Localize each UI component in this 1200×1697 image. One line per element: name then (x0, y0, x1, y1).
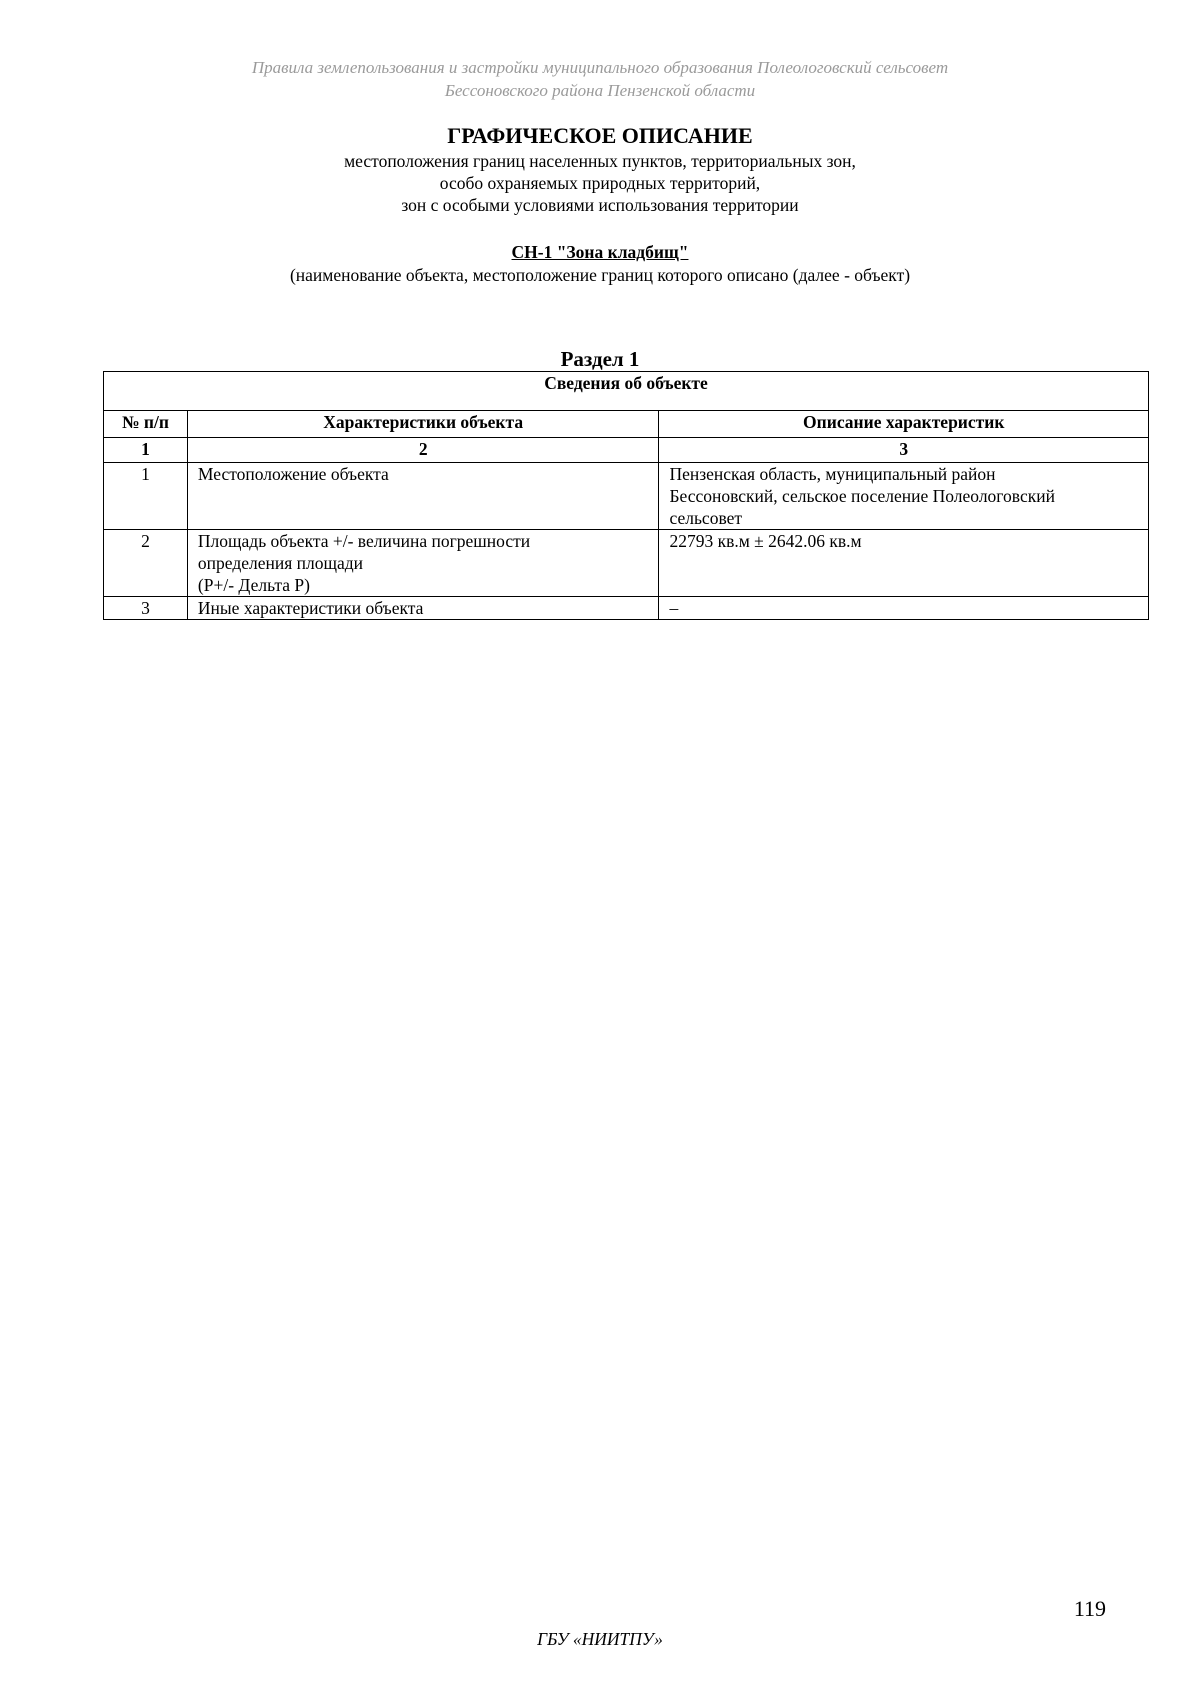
object-name-note: (наименование объекта, местоположение границ которого описано (далее - объект) (289, 265, 911, 285)
section-title: Раздел 1 (560, 347, 640, 371)
subtitle-line-3: зон с особыми условиями использования территории (401, 195, 799, 215)
characteristic-line: Площадь объекта +/- величина погрешности (197, 531, 531, 551)
row-characteristic (187, 463, 659, 530)
column-header-characteristic: Характеристики объекта (187, 411, 659, 438)
object-name: СН-1 "Зона кладбищ" (511, 242, 689, 262)
description-line: Бессоновский, сельское поселение Полеологовский (669, 486, 1055, 506)
row-number: 2 (104, 530, 188, 597)
table-column-number-row (104, 438, 1149, 463)
table-row (104, 463, 1149, 530)
column-number-2: 2 (187, 438, 659, 463)
characteristic-line: (Р+/- Дельта Р) (197, 575, 310, 595)
column-header-description: Описание характеристик (659, 411, 1149, 438)
column-number-1: 1 (104, 438, 188, 463)
description-line: Пензенская область, муниципальный район (669, 464, 996, 484)
row-number: 3 (104, 597, 188, 620)
characteristic-line: определения площади (197, 553, 364, 573)
page-number: 119 (1073, 1596, 1106, 1621)
row-description (659, 597, 1149, 620)
row-characteristic (187, 530, 659, 597)
description-line: сельсовет (669, 508, 743, 528)
table-caption: Сведения об объекте (104, 372, 1149, 411)
column-number-3: 3 (659, 438, 1149, 463)
row-description (659, 530, 1149, 597)
subtitle-line-2: особо охраняемых природных территорий, (439, 173, 761, 193)
table-row (104, 597, 1149, 620)
table-caption-row (104, 372, 1149, 411)
table-row (104, 530, 1149, 597)
row-number: 1 (104, 463, 188, 530)
characteristic-line: Иные характеристики объекта (197, 598, 424, 618)
description-line: 22793 кв.м ± 2642.06 кв.м (669, 531, 862, 551)
header-line-1: Правила землепользования и застройки муниципального образования Полеологовский сельсовет (251, 58, 949, 77)
row-characteristic (187, 597, 659, 620)
column-header-number: № п/п (104, 411, 188, 438)
row-description (659, 463, 1149, 530)
document-footer: ГБУ «НИИТПУ» (537, 1629, 663, 1649)
characteristic-line: Местоположение объекта (197, 464, 389, 484)
table-header-row (104, 411, 1149, 438)
object-info-table (103, 371, 1149, 620)
document-header (0, 56, 1200, 102)
header-line-2: Бессоновского района Пензенской области (444, 81, 756, 100)
description-line: – (669, 598, 679, 618)
subtitle-line-1: местоположения границ населенных пунктов, территориальных зон, (344, 151, 856, 171)
title-block (0, 122, 1200, 216)
document-title: ГРАФИЧЕСКОЕ ОПИСАНИЕ (447, 123, 753, 148)
